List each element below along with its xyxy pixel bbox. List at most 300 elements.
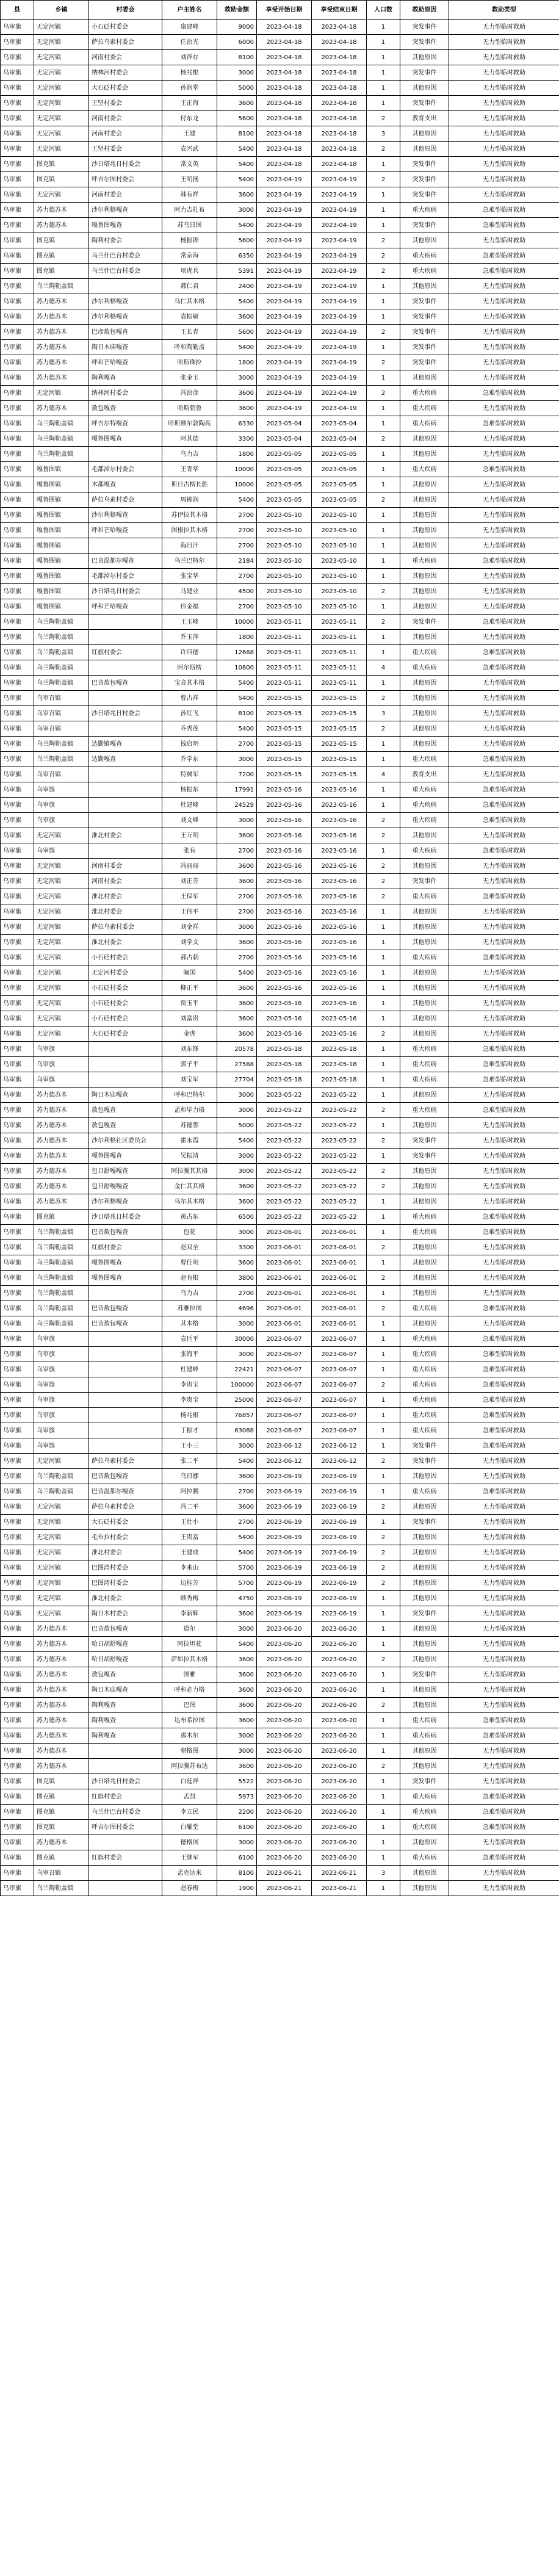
cell-county: 乌审旗 xyxy=(1,1194,34,1210)
cell-village xyxy=(89,1835,162,1850)
cell-start-date: 2023-05-15 xyxy=(257,706,312,721)
cell-reason: 其他原因 xyxy=(400,1240,449,1255)
cell-population: 2 xyxy=(367,1560,400,1576)
cell-population: 1 xyxy=(367,569,400,584)
cell-reason: 其他原因 xyxy=(400,233,449,248)
cell-amount: 10000 xyxy=(217,477,257,492)
table-row xyxy=(1,1042,559,1057)
cell-reason: 其他原因 xyxy=(400,1469,449,1484)
cell-population: 1 xyxy=(367,203,400,218)
cell-village: 淮北村委会 xyxy=(89,889,162,904)
cell-town: 乌审旗 xyxy=(34,782,89,798)
table-row xyxy=(1,65,559,81)
cell-householder: 常京海 xyxy=(162,248,217,264)
table-row xyxy=(1,1652,559,1667)
table-row xyxy=(1,1744,559,1759)
cell-town: 无定河镇 xyxy=(34,874,89,889)
cell-end-date: 2023-06-20 xyxy=(312,1774,367,1789)
cell-town: 嘎鲁图镇 xyxy=(34,462,89,477)
table-row xyxy=(1,843,559,859)
cell-county: 乌审旗 xyxy=(1,1698,34,1713)
cell-town: 嘎鲁图镇 xyxy=(34,599,89,615)
cell-county: 乌审旗 xyxy=(1,447,34,462)
cell-amount: 5400 xyxy=(217,1454,257,1469)
cell-householder: 刘金祥 xyxy=(162,920,217,935)
cell-population: 1 xyxy=(367,1118,400,1133)
cell-reason: 突发事件 xyxy=(400,35,449,50)
cell-village: 嘎鲁图嘎查 xyxy=(89,218,162,233)
cell-town: 乌兰陶勒盖镇 xyxy=(34,660,89,676)
cell-amount: 63088 xyxy=(217,1423,257,1438)
cell-county: 乌审旗 xyxy=(1,264,34,279)
cell-reason: 其他原因 xyxy=(400,1118,449,1133)
cell-start-date: 2023-05-16 xyxy=(257,874,312,889)
cell-householder: 海日汗 xyxy=(162,538,217,554)
table-row xyxy=(1,157,559,172)
cell-householder: 曹占祥 xyxy=(162,691,217,706)
cell-population: 1 xyxy=(367,798,400,813)
cell-reason: 其他原因 xyxy=(400,691,449,706)
cell-type: 急难型临时救助 xyxy=(449,1713,559,1728)
cell-amount: 5700 xyxy=(217,1576,257,1591)
table-row xyxy=(1,172,559,187)
cell-end-date: 2023-05-22 xyxy=(312,1118,367,1133)
cell-town: 苏力德苏木 xyxy=(34,1744,89,1759)
cell-village: 大石砭村委会 xyxy=(89,81,162,96)
table-row xyxy=(1,279,559,294)
cell-end-date: 2023-04-19 xyxy=(312,187,367,203)
cell-village xyxy=(89,1423,162,1438)
cell-village: 淮北村委会 xyxy=(89,1545,162,1560)
cell-village: 红旗村委会 xyxy=(89,1789,162,1805)
cell-village: 包日舒嘎嘎查 xyxy=(89,1164,162,1179)
header-row xyxy=(1,1,559,20)
cell-population: 1 xyxy=(367,965,400,981)
cell-population: 1 xyxy=(367,1713,400,1728)
table-row xyxy=(1,1088,559,1103)
table-row xyxy=(1,1103,559,1118)
cell-reason: 其他原因 xyxy=(400,1179,449,1194)
cell-amount: 10000 xyxy=(217,615,257,630)
cell-start-date: 2023-06-19 xyxy=(257,1576,312,1591)
cell-reason: 突发事件 xyxy=(400,1133,449,1149)
cell-householder: 杨振东 xyxy=(162,782,217,798)
cell-amount: 5400 xyxy=(217,1545,257,1560)
cell-type: 无力型临时救助 xyxy=(449,65,559,81)
cell-population: 4 xyxy=(367,767,400,782)
cell-amount: 5600 xyxy=(217,233,257,248)
cell-start-date: 2023-06-19 xyxy=(257,1560,312,1576)
cell-county: 乌审旗 xyxy=(1,1332,34,1347)
cell-start-date: 2023-05-22 xyxy=(257,1164,312,1179)
cell-amount: 2700 xyxy=(217,889,257,904)
cell-population: 1 xyxy=(367,370,400,386)
cell-end-date: 2023-06-20 xyxy=(312,1744,367,1759)
cell-start-date: 2023-04-19 xyxy=(257,355,312,370)
cell-type: 无力型临时救助 xyxy=(449,691,559,706)
cell-town: 图克镇 xyxy=(34,1210,89,1225)
cell-amount: 2400 xyxy=(217,279,257,294)
cell-town: 乌审旗 xyxy=(34,1408,89,1423)
cell-reason: 其他原因 xyxy=(400,904,449,920)
cell-village: 沙日塔兆日村委会 xyxy=(89,706,162,721)
cell-population: 1 xyxy=(367,1423,400,1438)
cell-type: 无力型临时救助 xyxy=(449,1606,559,1622)
cell-population: 1 xyxy=(367,1881,400,1896)
cell-village: 呼吉尔图村委会 xyxy=(89,1820,162,1835)
cell-householder: 曹佳明 xyxy=(162,1255,217,1271)
cell-end-date: 2023-04-18 xyxy=(312,126,367,142)
cell-type: 无力型临时救助 xyxy=(449,706,559,721)
cell-reason: 其他原因 xyxy=(400,1759,449,1774)
cell-town: 图克镇 xyxy=(34,264,89,279)
cell-town: 乌审召镇 xyxy=(34,1866,89,1881)
cell-end-date: 2023-05-16 xyxy=(312,843,367,859)
cell-county: 乌审旗 xyxy=(1,1301,34,1316)
cell-householder: 伟金福 xyxy=(162,599,217,615)
cell-amount: 3600 xyxy=(217,386,257,401)
cell-county: 乌审旗 xyxy=(1,1606,34,1622)
cell-reason: 其他原因 xyxy=(400,721,449,737)
cell-reason: 重大疾病 xyxy=(400,386,449,401)
cell-town: 苏力德苏木 xyxy=(34,1835,89,1850)
cell-population: 1 xyxy=(367,1789,400,1805)
cell-town: 无定河镇 xyxy=(34,1499,89,1515)
cell-start-date: 2023-06-20 xyxy=(257,1805,312,1820)
cell-reason: 突发事件 xyxy=(400,1438,449,1454)
table-row xyxy=(1,1469,559,1484)
cell-town: 无定河镇 xyxy=(34,20,89,35)
cell-village: 沙日塔兆日村委会 xyxy=(89,1774,162,1789)
cell-population: 1 xyxy=(367,843,400,859)
cell-town: 苏力德苏木 xyxy=(34,309,89,325)
table-row xyxy=(1,1454,559,1469)
cell-village: 呼吉尔特嘎查 xyxy=(89,416,162,431)
cell-population: 1 xyxy=(367,1194,400,1210)
cell-amount: 3800 xyxy=(217,1271,257,1286)
cell-amount: 1800 xyxy=(217,355,257,370)
cell-start-date: 2023-06-01 xyxy=(257,1286,312,1301)
cell-type: 无力型临时救助 xyxy=(449,1088,559,1103)
cell-end-date: 2023-05-18 xyxy=(312,1042,367,1057)
cell-village: 呼吉尔图村委会 xyxy=(89,172,162,187)
cell-householder: 赵双全 xyxy=(162,1240,217,1255)
table-body xyxy=(1,20,559,1896)
cell-type: 急难型临时救助 xyxy=(449,248,559,264)
cell-householder: 王建成 xyxy=(162,1545,217,1560)
cell-county: 乌审旗 xyxy=(1,599,34,615)
cell-end-date: 2023-06-07 xyxy=(312,1423,367,1438)
cell-reason: 突发事件 xyxy=(400,1606,449,1622)
cell-town: 图克镇 xyxy=(34,1805,89,1820)
cell-village: 巴音敖包嘎查 xyxy=(89,676,162,691)
cell-type: 无力型临时救助 xyxy=(449,1881,559,1896)
table-row xyxy=(1,1164,559,1179)
cell-type: 无力型临时救助 xyxy=(449,1255,559,1271)
cell-householder: 李来山 xyxy=(162,1560,217,1576)
cell-end-date: 2023-05-15 xyxy=(312,721,367,737)
cell-start-date: 2023-06-19 xyxy=(257,1545,312,1560)
cell-town: 乌兰陶勒盖镇 xyxy=(34,1881,89,1896)
cell-reason: 重大疾病 xyxy=(400,401,449,416)
cell-reason: 其他原因 xyxy=(400,1011,449,1026)
cell-start-date: 2023-05-10 xyxy=(257,569,312,584)
cell-town: 乌兰陶勒盖镇 xyxy=(34,416,89,431)
cell-village: 毛都淖尔村委会 xyxy=(89,462,162,477)
cell-end-date: 2023-05-16 xyxy=(312,981,367,996)
cell-village: 沙日塔兆日村委会 xyxy=(89,1210,162,1225)
cell-type: 无力型临时救助 xyxy=(449,111,559,126)
cell-amount: 6100 xyxy=(217,1850,257,1866)
table-row xyxy=(1,813,559,828)
cell-population: 2 xyxy=(367,1698,400,1713)
cell-county: 乌审旗 xyxy=(1,828,34,843)
cell-town: 苏力德苏木 xyxy=(34,401,89,416)
cell-reason: 其他原因 xyxy=(400,142,449,157)
cell-type: 无力型临时救助 xyxy=(449,157,559,172)
cell-amount: 5400 xyxy=(217,691,257,706)
cell-amount: 5400 xyxy=(217,721,257,737)
table-row xyxy=(1,50,559,65)
cell-village: 达勤镇嘎查 xyxy=(89,737,162,752)
table-row xyxy=(1,142,559,157)
cell-start-date: 2023-06-19 xyxy=(257,1484,312,1499)
cell-amount: 3600 xyxy=(217,401,257,416)
cell-reason: 其他原因 xyxy=(400,1835,449,1850)
cell-type: 急难型临时救助 xyxy=(449,843,559,859)
cell-village xyxy=(89,1744,162,1759)
cell-householder: 李贵宝 xyxy=(162,1393,217,1408)
cell-population: 2 xyxy=(367,1133,400,1149)
cell-county: 乌审旗 xyxy=(1,965,34,981)
cell-population: 2 xyxy=(367,889,400,904)
cell-town: 无定河镇 xyxy=(34,920,89,935)
cell-village: 小石砭村委会 xyxy=(89,981,162,996)
cell-start-date: 2023-05-10 xyxy=(257,599,312,615)
cell-amount: 12668 xyxy=(217,645,257,660)
cell-end-date: 2023-06-19 xyxy=(312,1606,367,1622)
cell-reason: 重大疾病 xyxy=(400,1820,449,1835)
table-row xyxy=(1,248,559,264)
cell-end-date: 2023-06-01 xyxy=(312,1271,367,1286)
cell-population: 2 xyxy=(367,355,400,370)
cell-reason: 重大疾病 xyxy=(400,645,449,660)
cell-amount: 5400 xyxy=(217,218,257,233)
cell-start-date: 2023-05-15 xyxy=(257,721,312,737)
cell-type: 无力型临时救助 xyxy=(449,279,559,294)
cell-population: 1 xyxy=(367,1515,400,1530)
cell-end-date: 2023-05-11 xyxy=(312,630,367,645)
cell-end-date: 2023-05-18 xyxy=(312,1072,367,1088)
cell-end-date: 2023-05-04 xyxy=(312,416,367,431)
cell-amount: 3600 xyxy=(217,1499,257,1515)
cell-end-date: 2023-04-19 xyxy=(312,325,367,340)
table-header xyxy=(1,1,559,20)
cell-village: 淮北村委会 xyxy=(89,1591,162,1606)
cell-reason: 其他原因 xyxy=(400,1698,449,1713)
cell-end-date: 2023-05-16 xyxy=(312,874,367,889)
cell-reason: 其他原因 xyxy=(400,706,449,721)
cell-reason: 重大疾病 xyxy=(400,1484,449,1499)
cell-type: 无力型临时救助 xyxy=(449,1652,559,1667)
cell-amount: 3000 xyxy=(217,65,257,81)
cell-type: 无力型临时救助 xyxy=(449,1164,559,1179)
table-row xyxy=(1,1133,559,1149)
cell-amount: 3000 xyxy=(217,1103,257,1118)
cell-county: 乌审旗 xyxy=(1,81,34,96)
cell-village xyxy=(89,1057,162,1072)
cell-county: 乌审旗 xyxy=(1,935,34,950)
cell-town: 嘎鲁图镇 xyxy=(34,569,89,584)
cell-amount: 3000 xyxy=(217,1744,257,1759)
cell-population: 2 xyxy=(367,874,400,889)
cell-start-date: 2023-06-07 xyxy=(257,1423,312,1438)
cell-householder: 王保军 xyxy=(162,889,217,904)
cell-amount: 2700 xyxy=(217,950,257,965)
cell-town: 苏力德苏木 xyxy=(34,1118,89,1133)
cell-population: 1 xyxy=(367,218,400,233)
cell-type: 急难型临时救助 xyxy=(449,462,559,477)
cell-town: 乌兰陶勒盖镇 xyxy=(34,1469,89,1484)
cell-population: 1 xyxy=(367,416,400,431)
cell-village: 淮北村委会 xyxy=(89,904,162,920)
cell-amount: 3600 xyxy=(217,309,257,325)
cell-type: 无力型临时救助 xyxy=(449,1271,559,1286)
cell-village: 敖包嘎查 xyxy=(89,1118,162,1133)
cell-end-date: 2023-06-07 xyxy=(312,1362,367,1377)
cell-type: 急难型临时救助 xyxy=(449,1728,559,1744)
cell-village xyxy=(89,279,162,294)
cell-reason: 重大疾病 xyxy=(400,462,449,477)
cell-start-date: 2023-06-20 xyxy=(257,1637,312,1652)
cell-village xyxy=(89,1759,162,1774)
cell-end-date: 2023-06-07 xyxy=(312,1377,367,1393)
cell-type: 无力型临时救助 xyxy=(449,96,559,111)
cell-town: 无定河镇 xyxy=(34,935,89,950)
table-row xyxy=(1,126,559,142)
table-row xyxy=(1,1393,559,1408)
cell-type: 无力型临时救助 xyxy=(449,431,559,447)
cell-end-date: 2023-04-18 xyxy=(312,50,367,65)
cell-type: 无力型临时救助 xyxy=(449,584,559,599)
cell-type: 无力型临时救助 xyxy=(449,630,559,645)
cell-householder: 乌仁其木格 xyxy=(162,294,217,309)
cell-county: 乌审旗 xyxy=(1,508,34,523)
table-row xyxy=(1,935,559,950)
cell-start-date: 2023-04-19 xyxy=(257,203,312,218)
cell-reason: 突发事件 xyxy=(400,340,449,355)
cell-amount: 8100 xyxy=(217,706,257,721)
cell-amount: 17991 xyxy=(217,782,257,798)
cell-end-date: 2023-05-10 xyxy=(312,599,367,615)
cell-start-date: 2023-05-05 xyxy=(257,447,312,462)
cell-end-date: 2023-04-19 xyxy=(312,294,367,309)
cell-type: 无力型临时救助 xyxy=(449,1011,559,1026)
cell-end-date: 2023-05-05 xyxy=(312,477,367,492)
cell-end-date: 2023-04-18 xyxy=(312,96,367,111)
cell-village: 淮北村委会 xyxy=(89,935,162,950)
cell-end-date: 2023-05-11 xyxy=(312,645,367,660)
cell-population: 1 xyxy=(367,996,400,1011)
table-row xyxy=(1,584,559,599)
table-row xyxy=(1,1225,559,1240)
table-row xyxy=(1,477,559,492)
cell-town: 乌审旗 xyxy=(34,1393,89,1408)
cell-county: 乌审旗 xyxy=(1,1469,34,1484)
cell-start-date: 2023-06-20 xyxy=(257,1774,312,1789)
cell-county: 乌审旗 xyxy=(1,1713,34,1728)
cell-end-date: 2023-05-16 xyxy=(312,859,367,874)
cell-start-date: 2023-05-16 xyxy=(257,889,312,904)
cell-householder: 苏伊拉其木格 xyxy=(162,508,217,523)
cell-town: 无定河镇 xyxy=(34,965,89,981)
cell-householder: 特冀军 xyxy=(162,767,217,782)
cell-county: 乌审旗 xyxy=(1,431,34,447)
cell-town: 苏力德苏木 xyxy=(34,1194,89,1210)
table-row xyxy=(1,462,559,477)
cell-start-date: 2023-05-16 xyxy=(257,950,312,965)
cell-householder: 乌力吉 xyxy=(162,447,217,462)
cell-town: 乌审旗 xyxy=(34,1362,89,1377)
cell-population: 1 xyxy=(367,1606,400,1622)
cell-householder: 孙润堂 xyxy=(162,81,217,96)
cell-start-date: 2023-05-18 xyxy=(257,1057,312,1072)
cell-county: 乌审旗 xyxy=(1,1637,34,1652)
cell-reason: 重大疾病 xyxy=(400,752,449,767)
cell-county: 乌审旗 xyxy=(1,1591,34,1606)
cell-householder: 刘正芳 xyxy=(162,874,217,889)
cell-village: 小石砭村委会 xyxy=(89,20,162,35)
cell-amount: 3600 xyxy=(217,981,257,996)
table-row xyxy=(1,1515,559,1530)
cell-population: 1 xyxy=(367,523,400,538)
cell-population: 1 xyxy=(367,1774,400,1789)
cell-amount: 3000 xyxy=(217,1225,257,1240)
cell-town: 嘎鲁图镇 xyxy=(34,538,89,554)
cell-population: 1 xyxy=(367,187,400,203)
cell-end-date: 2023-05-22 xyxy=(312,1103,367,1118)
cell-town: 无定河镇 xyxy=(34,1591,89,1606)
cell-town: 苏力德苏木 xyxy=(34,1728,89,1744)
cell-county: 乌审旗 xyxy=(1,248,34,264)
cell-type: 急难型临时救助 xyxy=(449,782,559,798)
table-row xyxy=(1,96,559,111)
cell-county: 乌审旗 xyxy=(1,676,34,691)
cell-county: 乌审旗 xyxy=(1,126,34,142)
cell-county: 乌审旗 xyxy=(1,1255,34,1271)
cell-householder: 苏乌日图 xyxy=(162,218,217,233)
cell-start-date: 2023-06-19 xyxy=(257,1530,312,1545)
cell-village: 河南村委会 xyxy=(89,859,162,874)
table-row xyxy=(1,706,559,721)
cell-start-date: 2023-05-15 xyxy=(257,737,312,752)
table-row xyxy=(1,1881,559,1896)
cell-type: 急难型临时救助 xyxy=(449,660,559,676)
cell-county: 乌审旗 xyxy=(1,752,34,767)
cell-reason: 突发事件 xyxy=(400,172,449,187)
cell-population: 1 xyxy=(367,1820,400,1835)
cell-end-date: 2023-06-20 xyxy=(312,1713,367,1728)
table-row xyxy=(1,1316,559,1332)
cell-village: 巴音温都尔嘎查 xyxy=(89,1484,162,1499)
cell-householder: 德格图 xyxy=(162,1835,217,1850)
cell-start-date: 2023-05-11 xyxy=(257,660,312,676)
cell-population: 1 xyxy=(367,65,400,81)
cell-householder: 阿拉腾 xyxy=(162,1484,217,1499)
cell-householder: 张海平 xyxy=(162,1347,217,1362)
cell-county: 乌审旗 xyxy=(1,874,34,889)
cell-start-date: 2023-05-22 xyxy=(257,1133,312,1149)
